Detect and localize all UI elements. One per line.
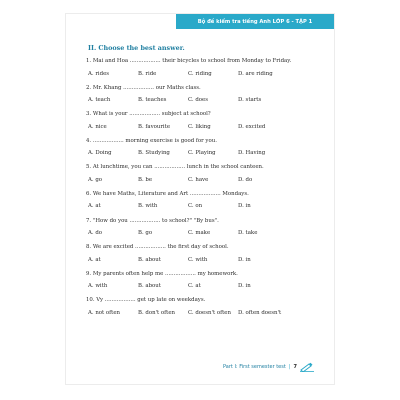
answer-options (88, 202, 326, 210)
option-b: B. favourite (138, 123, 171, 130)
textbook-page (66, 14, 334, 384)
question-item (86, 217, 326, 244)
answer-options (88, 96, 326, 104)
option-a: A. not often (88, 309, 120, 316)
header-banner: Bộ đề kiểm tra tiếng Anh LỚP 6 - TẬP 1 (176, 14, 334, 29)
option-a: A. nice (88, 123, 107, 130)
answer-options (88, 256, 326, 264)
footer-label: Part I: First semester test (222, 364, 286, 370)
option-d: D. take (238, 230, 258, 237)
option-c: C. liking (188, 123, 211, 130)
question-item (86, 84, 326, 111)
question-stem: 10. Vy .................. get up late on weekdays. (86, 297, 206, 304)
option-a: A. do (88, 230, 103, 237)
option-b: B. don't often (138, 309, 175, 316)
option-c: C. at (188, 283, 201, 290)
pencil-icon (300, 362, 314, 372)
page-footer (223, 362, 314, 372)
option-b: B. with (138, 203, 158, 210)
question-item (86, 270, 326, 297)
answer-options (88, 229, 326, 237)
option-c: C. make (188, 230, 211, 237)
answer-options (88, 282, 326, 290)
option-a: A. rides (88, 70, 110, 77)
question-stem: 9. My parents often help me .................. my homework. (86, 270, 238, 277)
option-c: C. have (188, 176, 209, 183)
option-b: B. about (138, 283, 161, 290)
question-stem: 5. At lunchtime, you can .................. lunch in the school canteen. (86, 164, 264, 171)
question-stem: 1. Mai and Hoa .................. their bicycles to school from Monday to Friday. (86, 58, 292, 64)
option-a: A. at (88, 203, 101, 210)
question-item (86, 57, 326, 84)
option-c: C. does (188, 97, 209, 104)
option-a: A. teach (88, 97, 111, 104)
option-d: D. in (238, 283, 251, 290)
option-d: D. do (238, 176, 253, 183)
question-stem: 2. Mr. Khang .................. our Maths class. (86, 84, 201, 91)
option-d: D. in (238, 256, 251, 263)
answer-options (88, 149, 326, 157)
page-number: 7 (293, 364, 297, 370)
answer-options (88, 123, 326, 131)
option-c: C. Playing (188, 150, 216, 157)
option-d: D. excited (238, 123, 266, 130)
question-item (86, 243, 326, 270)
option-d: D. Having (238, 150, 266, 157)
option-a: A. with (88, 283, 108, 290)
question-item (86, 190, 326, 217)
question-stem: 3. What is your .................. subject at school? (86, 111, 211, 118)
option-b: B. teaches (138, 97, 167, 104)
footer-separator: | (288, 364, 291, 370)
option-d: D. are riding (238, 70, 273, 77)
question-item (86, 296, 326, 323)
option-b: B. ride (138, 70, 157, 77)
question-item (86, 163, 326, 190)
question-stem: 4. .................. morning exercise is good for you. (86, 137, 217, 144)
option-b: B. go (138, 230, 153, 237)
option-b: B. be (138, 176, 153, 183)
answer-options (88, 309, 326, 317)
question-item (86, 110, 326, 137)
option-a: A. go (88, 176, 103, 183)
question-item (86, 137, 326, 164)
answer-options (88, 176, 326, 184)
question-stem: 8. We are excited .................. the first day of school. (86, 244, 229, 251)
option-b: B. Studying (138, 150, 170, 157)
option-b: B. about (138, 256, 161, 263)
answer-options (88, 70, 326, 78)
question-list (86, 57, 326, 323)
question-stem: 7. "How do you .................. to school?" "By bus". (86, 217, 219, 224)
section-title: II. Choose the best answer. (88, 44, 185, 52)
option-d: D. in (238, 203, 251, 210)
option-a: A. at (88, 256, 101, 263)
option-d: D. often doesn't (238, 309, 282, 316)
option-c: C. with (188, 256, 208, 263)
option-d: D. starts (238, 97, 262, 104)
option-a: A. Doing (88, 150, 112, 157)
option-c: C. riding (188, 70, 212, 77)
option-c: C. on (188, 203, 203, 210)
option-c: C. doesn't often (188, 309, 231, 316)
question-stem: 6. We have Maths, Literature and Art .................. Mondays. (86, 190, 249, 197)
